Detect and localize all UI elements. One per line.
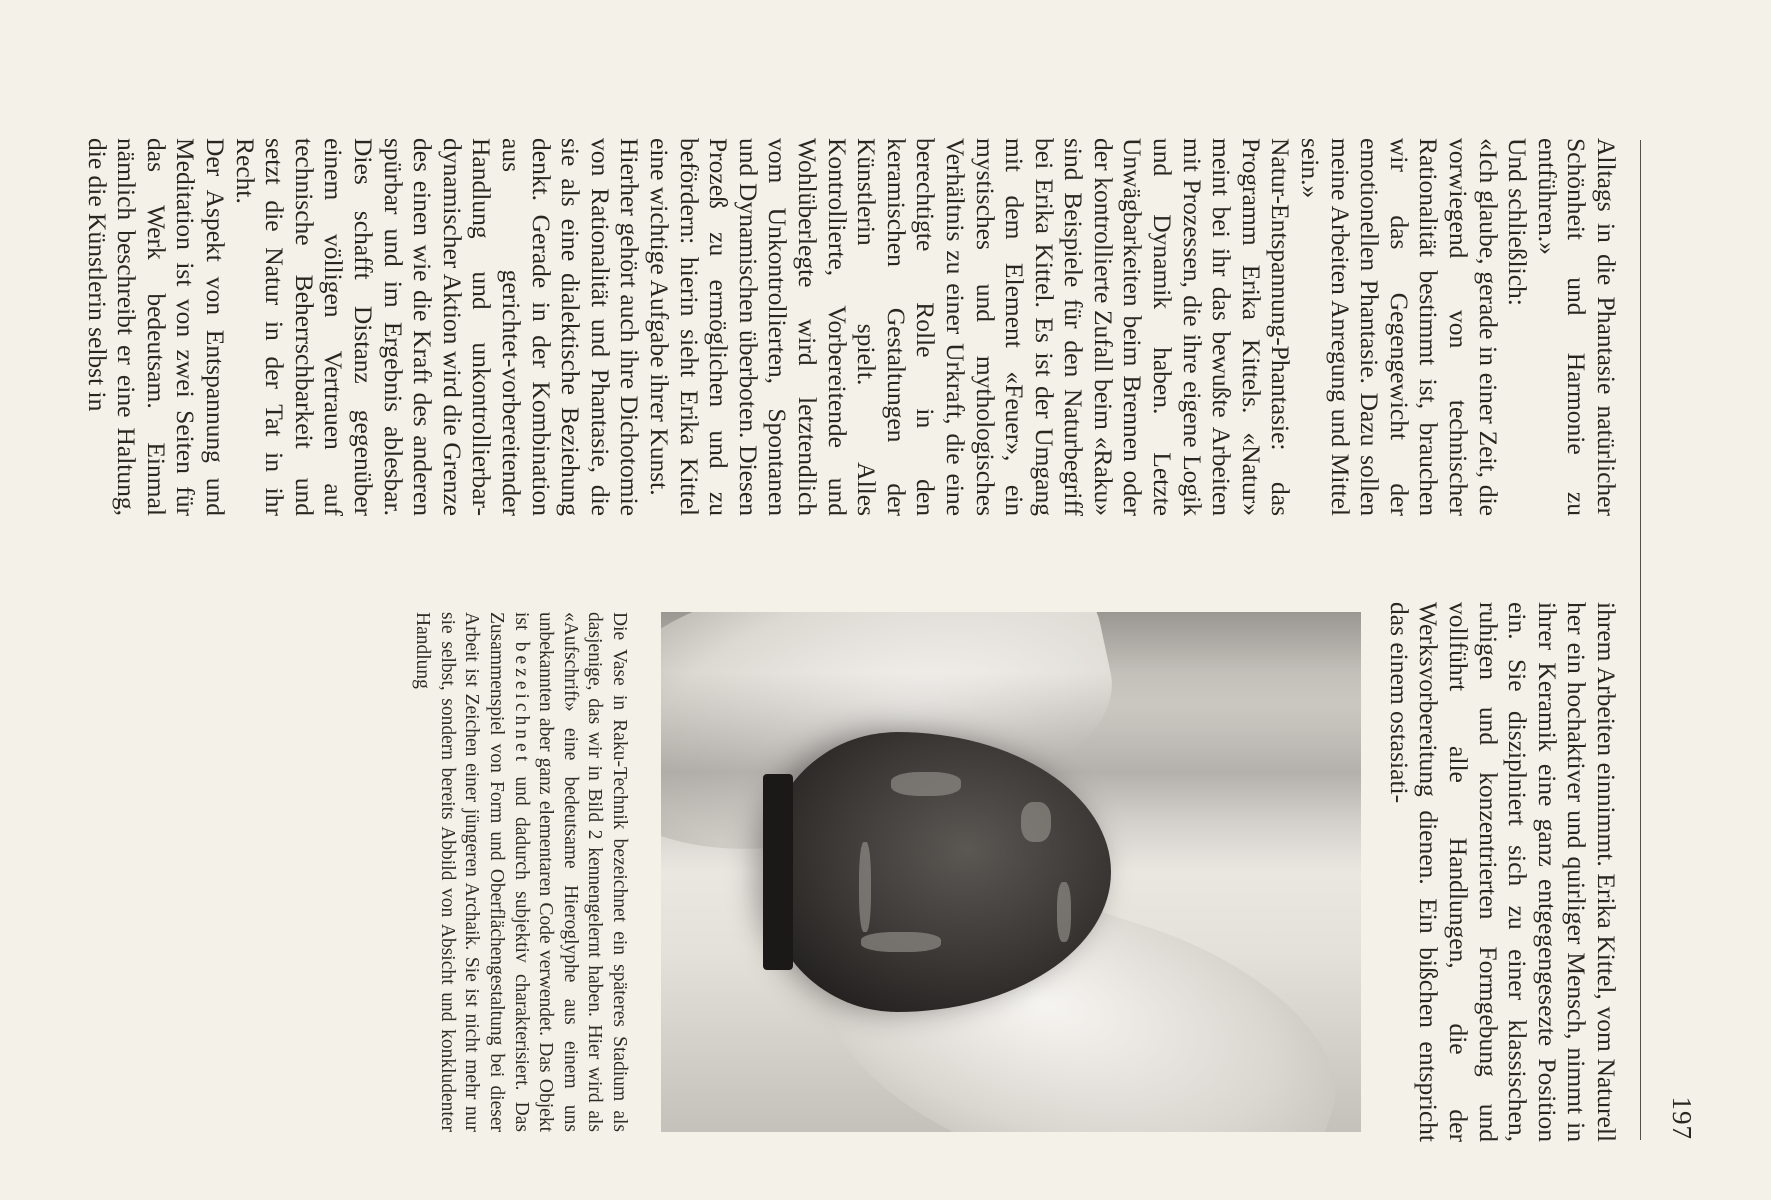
paragraph: Und schließlich: <box>1503 138 1533 306</box>
paragraph: «Ich glaube, gerade in einer Zeit, die vorwiegend von technischer Rationalität bestimmt ist, brauchen wir das Gegengewicht der emotionellen Phantasie. Dazu sollen meine Arbeiten Anregung und Mittel sein.» <box>1296 138 1503 516</box>
vase-photograph <box>661 612 1361 1132</box>
text-column-left <box>82 138 1621 516</box>
text-column-right-top: ihrem Arbeiten einnimmt. Erika Kittel, vom Naturell her ein hochaktiver und quirliger Mensch, nimmt in ihrer Keramik eine ganz entgegengesezte Position ein. Sie disziplniert sich zu einer klassischen, ruhigen und konzentrierten Formgebung und vollführt alle Handlungen, die der Werksvorbereitung dienen. Ein bißchen entspricht das einem ostasiati- <box>1384 602 1621 1142</box>
paragraph: Hierher gehört auch ihre Dichotomie von Rationalität und Phantasie, die sie als eine dialektische Beziehung denkt. Gerade in der Kombination aus gerichtet-vorbereitender Handlung und unkontrollierbar-dynamischer Aktion wird die Grenze des einen wie die Kraft des anderen spürbar und im Ergebnis ablesbar. Dies schafft Distanz gegenüber einem völligen Vertrauen auf technische Beherrschbarkeit und setzt die Natur in der Tat in ihr Recht. <box>230 138 645 516</box>
figure-caption: Die Vase in Raku-Technik bezeichnet ein späteres Stadium als dasjenige, das wir in Bild 2 kennengelernt haben. Hier wird als «Aufschrift» eine bedeutsame Hieroglyphe aus einem uns unbekannten aber ganz elementaren Code verwendet. Das Objekt ist bezeichnet und dadurch subjektiv charakterisiert. Das Zusammenspiel von Form und Oberflächengestaltung bei dieser Arbeit ist Zeichen einer jüngeren Archaik. Sie ist nicht mehr nur sie selbst, sondern bereits Abbild von Absicht und konkludenter Handlung <box>412 612 630 1133</box>
page-number: 197 <box>1667 1096 1697 1140</box>
paragraph: Alltags in die Phantasie natürlicher Schönheit und Harmonie zu entführen.» <box>1532 138 1621 516</box>
header-rule <box>1640 140 1641 1140</box>
paragraph: Der Aspekt von Entspannung und Meditation ist von zwei Seiten für das Werk bedeutsam. Einmal nämlich beschreibt er eine Haltung, die die Künstlerin selbst in <box>82 138 231 516</box>
paragraph: Natur-Entspannung-Phantasie: das Programm Erika Kittels. «Natur» meint bei ihr das bewußte Arbeiten mit Prozessen, die ihre eigene Logik und Dynamik haben. Letzte Unwägbarkeiten beim Brennen oder der kontrollierte Zufall beim «Raku» sind Beispiele für den Naturbegriff bei Erika Kittel. Es ist der Umgang mit dem Element «Feuer», ein mystisches und mythologisches Verhältnis zu einer Urkraft, die eine berechtigte Rolle in den keramischen Gestaltungen der Künstlerin spielt. Alles Kontrollierte, Vorbereitende und Wohlüberlegte wird letztendlich vom Unkontrollierten, Spontanen und Dynamischen überboten. Diesen Prozeß zu ermöglichen und zu befördern: hierin sieht Erika Kittel eine wichtige Aufgabe ihrer Kunst. <box>645 138 1296 516</box>
